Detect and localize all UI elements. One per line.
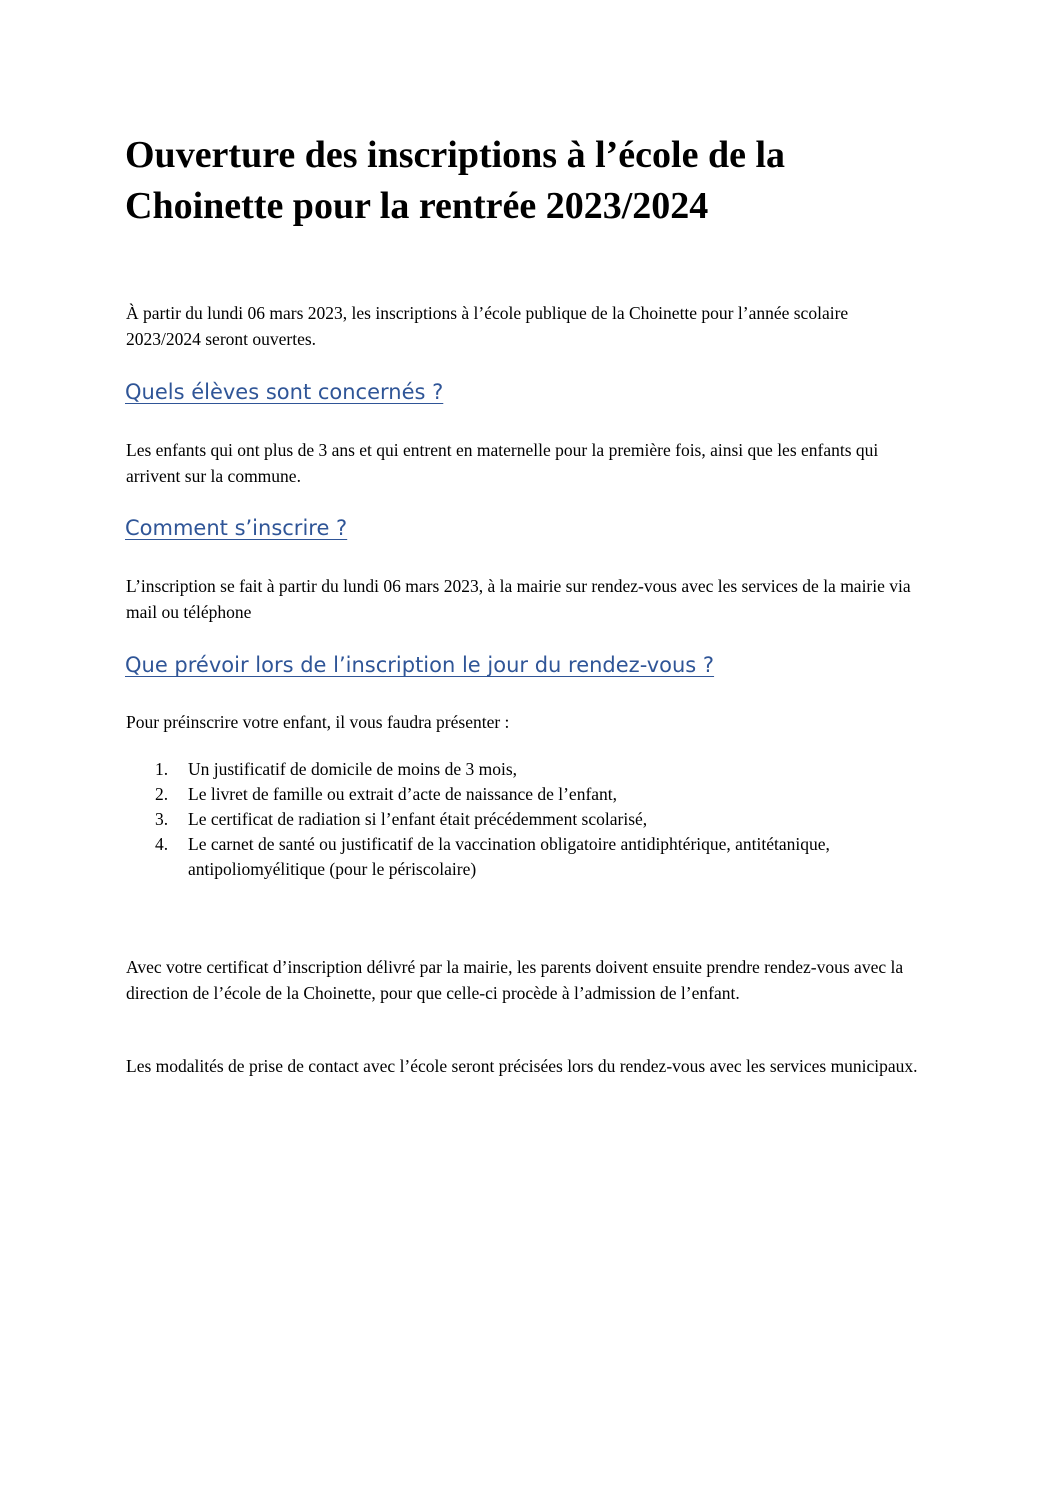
section-text-what-to-bring: Pour préinscrire votre enfant, il vous faudra présenter :	[126, 712, 510, 732]
list-item-text: Le carnet de santé ou justificatif de la vaccination obligatoire antidiphtérique, antitétanique, antipoliomyélitique (pour le périscolaire)	[188, 834, 830, 879]
section-text-how-to-register: L’inscription se fait à partir du lundi 06 mars 2023, à la mairie sur rendez-vous avec les services de la mairie via mail ou téléphone	[126, 576, 911, 622]
list-item	[155, 757, 915, 782]
section-text-concerned-students: Les enfants qui ont plus de 3 ans et qui entrent en maternelle pour la première fois, ainsi que les enfants qui arrivent sur la commune.	[126, 440, 879, 486]
list-item-text: Un justificatif de domicile de moins de 3 mois,	[188, 759, 518, 779]
closing-paragraph-contact: Les modalités de prise de contact avec l’école seront précisées lors du rendez-vous avec les services municipaux.	[126, 1056, 918, 1076]
documents-list	[155, 757, 915, 882]
list-item-number: 2.	[155, 784, 169, 804]
list-item	[155, 832, 915, 882]
list-item	[155, 807, 915, 832]
list-item-number: 1.	[155, 759, 169, 779]
list-item	[155, 782, 915, 807]
list-item-text: Le certificat de radiation si l’enfant était précédemment scolarisé,	[188, 809, 648, 829]
section-heading-how-to-register: Comment s’inscrire ?	[125, 516, 348, 540]
section-heading-concerned-students: Quels élèves sont concernés ?	[125, 380, 444, 404]
list-item-text: Le livret de famille ou extrait d’acte de naissance de l’enfant,	[188, 784, 618, 804]
intro-paragraph: À partir du lundi 06 mars 2023, les inscriptions à l’école publique de la Choinette pour l’année scolaire 2023/2024 seront ouvertes.	[126, 303, 849, 349]
closing-paragraph-certificate: Avec votre certificat d’inscription délivré par la mairie, les parents doivent ensuite prendre rendez-vous avec la direction de l’école de la Choinette, pour que celle-ci procède à l’admission de l’enfant.	[126, 957, 904, 1003]
list-item-number: 4.	[155, 834, 169, 854]
section-heading-what-to-bring: Que prévoir lors de l’inscription le jour du rendez-vous ?	[125, 653, 715, 677]
page-title: Ouverture des inscriptions à l’école de la Choinette pour la rentrée 2023/2024	[125, 134, 786, 227]
list-item-number: 3.	[155, 809, 169, 829]
